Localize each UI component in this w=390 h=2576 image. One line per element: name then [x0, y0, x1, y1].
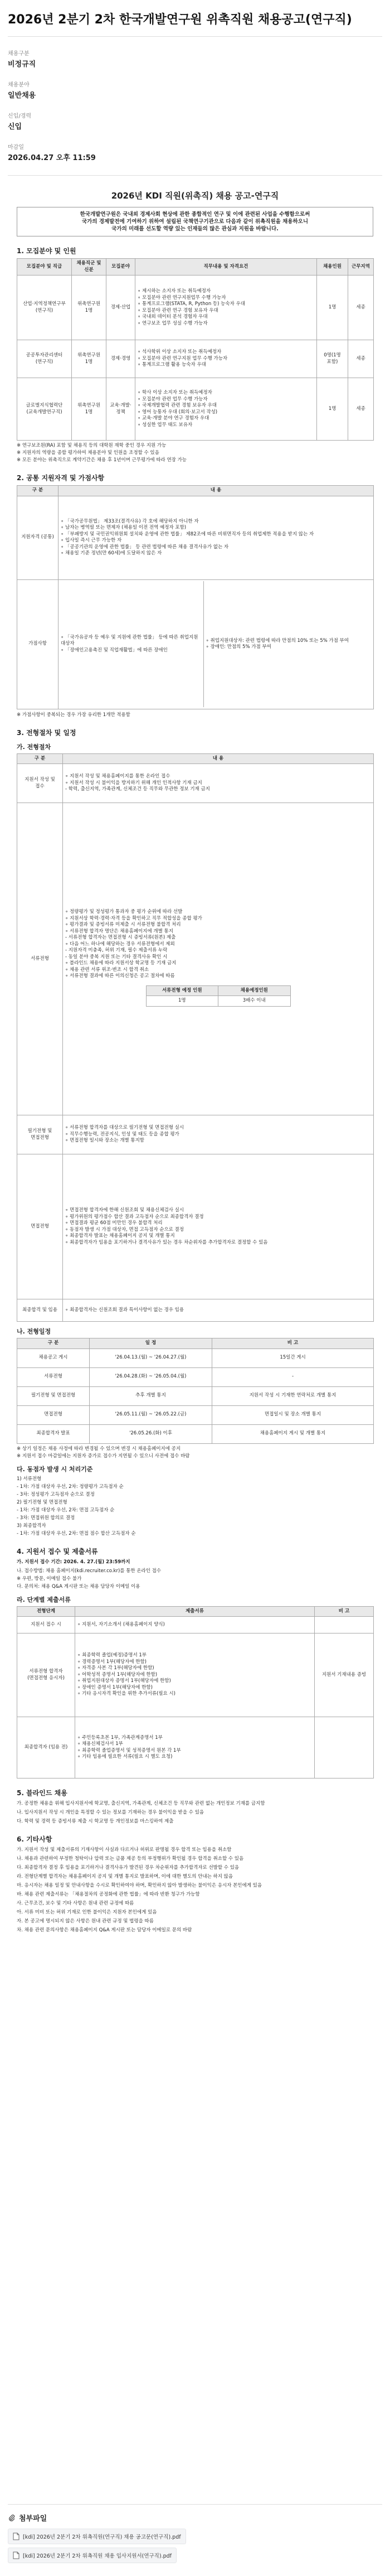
inner-table	[146, 985, 291, 1007]
file-icon	[13, 2532, 20, 2540]
info-line: 다. 문의처: 채용 Q&A 게시판 또는 채용 담당자 이메일 이용	[17, 1583, 140, 1589]
section-heading-3: 3. 전형절차 및 일정	[17, 728, 76, 737]
table-row	[146, 985, 290, 996]
meta-item	[8, 113, 382, 132]
divider	[8, 175, 382, 176]
table-row	[17, 340, 374, 378]
cell-field: 산업·지역정책연구부 (연구직)	[17, 276, 72, 340]
stage-label: 서류전형 합격자 (면접전형 응시자)	[17, 1633, 75, 1717]
row-label: 서류전형	[17, 803, 63, 1115]
section-heading-1: 1. 모집분야 및 인원	[17, 247, 76, 255]
info-line: ※ 우편, 방문, 이메일 접수 불가	[17, 1575, 82, 1582]
section-heading-5: 5. 블라인드 채용	[17, 1789, 67, 1797]
notice-content	[0, 175, 390, 1934]
cell-region: 세종	[348, 276, 374, 340]
cell-field: 공공투자관리센터 (연구직)	[17, 340, 72, 378]
intro-line: 국가의 미래를 선도할 역량 있는 인재들의 많은 관심과 지원을 바랍니다.	[111, 226, 279, 232]
column-header: 근무지역	[348, 259, 374, 276]
divider	[8, 2504, 382, 2505]
procedure-line: ∘ 채용 관련 서류 위조·변조 시 합격 취소	[65, 966, 149, 973]
column-header: 구 분	[17, 1338, 90, 1349]
column-header: 채용직군 및 신분	[72, 259, 106, 276]
column-header: 서류전형 예정 인원	[146, 985, 218, 996]
schedule-table	[17, 1338, 374, 1444]
procedure-line: ∘ 지원서 작성 및 채용홈페이지를 통한 온라인 접수	[65, 774, 170, 780]
application-period: 가. 지원서 접수 기간: 2026. 4. 27.(월) 23:59까지	[17, 1559, 130, 1565]
other-item: 나. 채용과 관련하여 부정한 청탁이나 압력 또는 금품 제공 등의 부정행위가 확인될 경우 합격을 취소할 수 있음	[17, 1856, 244, 1862]
procedure-line: ∘ 최종합격자는 신원조회 결과 특이사항이 없는 경우 임용	[65, 1307, 184, 1313]
table-row	[17, 1349, 374, 1367]
table-row	[17, 1405, 374, 1424]
document-line: ∘ 자격증 사본 각 1부(해당자에 한함)	[77, 1665, 154, 1671]
cell-duty	[135, 378, 317, 441]
documents-table	[17, 1606, 374, 1779]
table-row	[17, 1299, 374, 1322]
table-row	[17, 276, 374, 340]
procedure-line: ∘ 면접전형 합격자에 한해 신원조회 및 채용신체검사 실시	[65, 1207, 184, 1213]
meta-label: 채용분야	[8, 82, 30, 88]
table-cell: '26.05.11.(월) ~ '26.05.22.(금)	[90, 1405, 212, 1424]
tie-rules	[17, 1476, 373, 1537]
document-line: ∘ 기타 임용에 필요한 서류(필요 시 별도 요청)	[77, 1754, 173, 1760]
info-line: 나. 접수방법: 채용 홈페이지(kdi.recruiter.co.kr)를 통한 온라인 접수	[17, 1568, 162, 1574]
procedure-line: ∘ 최종합격자 발표는 채용홈페이지 공지 및 개별 통지	[65, 1233, 175, 1239]
procedure-line: ∘ 지원서 작성 시 불이익을 방지하기 위해 개인 인적사항 기재 금지	[65, 780, 202, 786]
column-header: 전형단계	[17, 1606, 75, 1617]
rule-line: 2) 필기전형 및 면접전형	[17, 1499, 67, 1505]
column-header: 직무내용 및 자격요건	[135, 259, 317, 276]
duty-line: ∘ 통계프로그램 활용 능숙자 우대	[138, 362, 206, 368]
blind-item: 다. 학력 및 경력 등 증빙서류 제출 시 학교명 등 개인정보를 마스킹하여 제출	[17, 1819, 174, 1824]
document-line: ∘ 경력증명서 1부(해당자에 한함)	[77, 1659, 147, 1665]
intro-line: 한국개발연구원은 국내외 경제사회 현상에 관한 종합적인 연구 및 이에 관련된 사업을 수행함으로써	[80, 211, 310, 218]
qualification-line: ∘ 「공공기관의 운영에 관한 법률」 등 관련 법령에 따른 채용 결격사유가 없는 자	[61, 544, 229, 550]
rule-line: - 1차: 가점 대상자 우선, 2차: 면접 점수 합산 고득점자 순	[17, 1530, 136, 1536]
document-line: ∘ 취업지원대상자 증명서 1부(해당자에 한함)	[77, 1678, 171, 1684]
row-label: 가점사항	[17, 579, 58, 709]
other-item: 마. 응시자는 채용 일정 및 안내사항을 수시로 확인하여야 하며, 확인하지 않아 발생하는 불이익은 응시자 본인에게 있음	[17, 1883, 262, 1888]
other-item: 자. 본 공고에 명시되지 않은 사항은 원내 관련 규정 및 법령을 따름	[17, 1918, 154, 1924]
column-header: 내 용	[58, 486, 374, 496]
meta-item	[8, 50, 382, 70]
document-line: ∘ 주민등록초본 1부, 가족관계증명서 1부	[77, 1734, 163, 1741]
blind-hiring-list	[17, 1800, 373, 1825]
rule-line: - 1차: 가점 대상자 우선, 2차: 면접 고득점자 순	[17, 1507, 115, 1513]
cell-count: 0명(1명 포함)	[317, 340, 348, 378]
subsection-heading: 나. 전형일정	[17, 1328, 51, 1335]
bonus-list	[58, 581, 203, 707]
table-cell: 추후 개별 통지	[90, 1386, 212, 1405]
rule-line: 1) 서류전형	[17, 1476, 42, 1482]
intro-line: 국가의 경제발전에 기여하기 위하여 설립된 국책연구기관으로 다음과 같이 위촉직원을 채용하오니	[81, 219, 309, 225]
qualification-line: ∘ 「부패방지 및 국민권익위원회 설치와 운영에 관한 법률」 제82조에 따른 비위면직자 등의 취업제한 적용을 받지 않는 자	[61, 531, 314, 537]
other-notes-list	[17, 1847, 373, 1934]
documents-cell	[75, 1633, 315, 1717]
recruitment-notes	[17, 442, 373, 463]
other-item: 라. 전형단계별 합격자는 채용홈페이지 공지 및 개별 통지로 발표하며, 이에 대한 별도의 안내는 하지 않음	[17, 1874, 233, 1879]
meta-value: 신입	[8, 123, 22, 131]
cell-region: 세종	[348, 378, 374, 441]
procedure-line: ∘ 직무수행능력, 전공지식, 인성 및 태도 등을 종합 평가	[65, 1131, 179, 1137]
attachment-name: [kdi] 2026년 2분기 2차 위촉직원 채용 입사지원서(연구직).pdf	[23, 2553, 172, 2559]
cell-duty	[135, 276, 317, 340]
job-meta	[0, 37, 390, 163]
duty-line: ∘ 국제개발협력 관련 경험 보유자 우대	[138, 403, 217, 408]
duty-line: ∘ 모집분야 관련 연구지원업무 수행 가능자	[138, 294, 226, 301]
table-row	[17, 803, 374, 1115]
table-cell: 필기전형 및 면접전형	[17, 1386, 90, 1405]
stage-label: 지원서 접수 시	[17, 1617, 75, 1633]
procedure-line: - 서류전형 합격자는 면접전형 시 증빙서류(원본) 제출	[65, 935, 176, 941]
other-item: 사. 근무조건, 보수 및 기타 사항은 원내 관련 규정에 따름	[17, 1901, 134, 1906]
attachment-name: [kdi] 2026년 2분기 2차 위촉직원(연구직) 채용 공고문(연구직).pdf	[23, 2534, 181, 2540]
stage-label: 최종합격자 (임용 전)	[17, 1717, 75, 1778]
row-label: 지원서 작성 및 접수	[17, 764, 63, 803]
table-cell: 지원서 작성 시 기재한 연락처로 개별 통지	[212, 1386, 374, 1405]
subsection-heading: 가. 전형절차	[17, 743, 51, 751]
qualification-line: ∘ 입사일 즉시 근무 가능한 자	[61, 538, 122, 543]
row-label: 면접전형	[17, 1154, 63, 1299]
bonus-line: ∘ 「국가유공자 등 예우 및 지원에 관한 법률」 등에 따른 취업지원 대상자	[61, 634, 198, 647]
procedure-line: ∘ 면접전형 일시와 장소는 개별 통지함	[65, 1138, 144, 1144]
procedure-line: ∘ 서류전형 결과에 따른 이의신청은 공고 절차에 따름	[65, 973, 175, 979]
meta-label: 신입/경력	[8, 113, 32, 119]
bonus-note: ※ 가점사항이 중복되는 경우 가장 유리한 1개만 적용함	[17, 712, 130, 718]
duty-line: ∘ 교육·개발 분야 연구 경험자 우대	[138, 415, 209, 421]
table-row	[17, 1617, 374, 1633]
rule-line: - 3차: 면접위원 합의로 결정	[17, 1515, 75, 1521]
document-line: ∘ 지원서, 자기소개서 (채용홈페이지 양식)	[77, 1621, 165, 1627]
note: ※ 상기 일정은 채용 사정에 따라 변경될 수 있으며 변경 시 채용홈페이지에 공지	[17, 1446, 181, 1452]
procedure-line: ∘ 정량평가 및 정성평가 통과자 중 평가 순위에 따라 선발	[65, 909, 183, 915]
cell-area: 교육·개발·정책	[106, 378, 135, 441]
duty-line: ∘ 연구보조 업무 성실 수행 가능자	[138, 320, 208, 326]
paperclip-icon	[8, 2514, 16, 2522]
table-row	[17, 378, 374, 441]
procedure-detail	[63, 1115, 374, 1154]
note: ※ 모든 분야는 위촉직으로 계약기간은 채용 후 1년이며 근무평가에 따라 연장 가능	[17, 457, 187, 463]
table-cell: 15일간 게시	[212, 1349, 374, 1367]
qualification-line: ∘ 「국가공무원법」 제33조(결격사유) 각 호에 해당하지 아니한 자	[61, 518, 199, 524]
procedure-detail	[63, 1154, 374, 1299]
schedule-notes	[17, 1446, 373, 1459]
section-heading-2: 2. 공통 지원자격 및 가점사항	[17, 474, 105, 482]
bonus-detail	[203, 581, 373, 707]
meta-label: 채용구분	[8, 51, 30, 57]
subsection-heading: 라. 단계별 제출서류	[17, 1596, 71, 1603]
duty-line: ∘ 석사학위 이상 소지자 또는 취득예정자	[138, 349, 222, 355]
recruitment-table	[17, 258, 374, 441]
cell-area: 경제·경영	[106, 340, 135, 378]
table-cell: '26.04.28.(화) ~ '26.05.04.(월)	[90, 1367, 212, 1386]
bonus-line: ∘ 「장애인고용촉진 및 직업재활법」에 따른 장애인	[61, 647, 168, 653]
procedure-line: ∘ 평가결과 및 증빙서류 미제출 시 서류전형 불합격 처리	[65, 922, 181, 928]
bonus-inner	[58, 581, 373, 707]
cell-area: 경제·산업	[106, 276, 135, 340]
procedure-detail	[63, 803, 374, 1115]
application-info	[17, 1568, 373, 1590]
procedure-line: ∘ 동점자 발생 시 가점 대상자, 면접 고득점자 순으로 결정	[65, 1226, 184, 1233]
procedure-line: ∘ 블라인드 채용에 따라 지원서상 학교명 등 기재 금지	[65, 960, 177, 966]
cell-count: 1명	[317, 276, 348, 340]
document-line: ∘ 장애인 증명서 1부(해당자에 한함)	[77, 1684, 153, 1690]
rule-line: - 1차: 가점 대상자 우선, 2차: 정량평가 고득점자 순	[17, 1483, 124, 1490]
procedure-line: ∘ 평가위원의 평가점수 합산 결과 고득점자 순으로 최종합격자 결정	[65, 1214, 204, 1220]
column-header: 구 분	[17, 753, 63, 764]
rule-line: 3) 최종합격자	[17, 1523, 46, 1529]
documents-cell	[75, 1617, 315, 1633]
table-cell: 최종합격자 발표	[17, 1424, 90, 1443]
other-item: 아. 서류 미비 또는 허위 기재로 인한 불이익은 지원자 본인에게 있음	[17, 1910, 157, 1915]
notice-title: 2026년 KDI 직원(위촉직) 채용 공고-연구직	[111, 191, 279, 201]
blind-item: 나. 입사지원서 작성 시 개인을 특정할 수 있는 정보를 기재하는 경우 불이익을 받을 수 있음	[17, 1810, 204, 1815]
table-row	[17, 1154, 374, 1299]
duty-line: ∘ 모집분야 관련 업무 수행 가능자	[138, 396, 208, 402]
cell-field: 글로벌지식협력단 (교육개발연구직)	[17, 378, 72, 441]
row-label: 필기전형 및 면접전형	[17, 1115, 63, 1154]
table-row	[17, 1424, 374, 1443]
qualification-line: ∘ 남자는 병역필 또는 면제자 (채용일 이전 전역 예정자 포함)	[61, 525, 187, 530]
blind-item: 가. 공정한 채용을 위해 입사지원서에 학교명, 출신지역, 가족관계, 신체조건 등 직무와 관련 없는 개인정보 기재를 금지함	[17, 1801, 265, 1806]
procedure-detail	[63, 1299, 374, 1322]
table-row	[17, 764, 374, 803]
table-row	[17, 1115, 374, 1154]
section-heading-6: 6. 기타사항	[17, 1835, 52, 1843]
duty-line: ∘ 국내외 데이터 분석 경험자 우대	[138, 314, 208, 320]
table-cell: 서류전형	[17, 1367, 90, 1386]
column-header: 채용인원	[317, 259, 348, 276]
cell-type: 위촉연구원 1명	[72, 340, 106, 378]
duty-line: ∘ 학사 이상 소지자 또는 취득예정자	[138, 390, 212, 395]
other-item: 차. 채용 관련 문의사항은 채용홈페이지 Q&A 게시판 또는 담당자 이메일로 문의 바람	[17, 1927, 192, 1933]
document-line: ∘ 어학성적 증명서 1부(해당자에 한함)	[77, 1671, 158, 1678]
column-header: 비 고	[315, 1606, 374, 1617]
header	[0, 0, 390, 37]
procedure-line: - 학력, 출신지역, 가족관계, 신체조건 등 직무와 무관한 정보 기재 금지	[65, 786, 210, 792]
table-cell: -	[212, 1367, 374, 1386]
table-row	[146, 996, 290, 1007]
column-header: 채용예정인원	[218, 985, 291, 996]
meta-value: 2026.04.27 오후 11:59	[8, 154, 96, 162]
procedure-line: ∘ 지원서상 학력·경력·자격 등을 확인하고 직무 적합성을 종합 평가	[65, 915, 202, 921]
remark	[315, 1617, 374, 1633]
procedure-line: ∘ 서류전형 합격자를 대상으로 필기전형 및 면접전형 실시	[65, 1125, 184, 1131]
remark	[315, 1717, 374, 1778]
attachments-heading	[8, 2507, 382, 2529]
procedure-detail	[63, 764, 374, 803]
column-header: 비 고	[212, 1338, 374, 1349]
table-cell: '26.04.13.(월) ~ '26.04.27.(월)	[90, 1349, 212, 1367]
row-label: 최종합격 및 임용	[17, 1299, 63, 1322]
column-header: 일 정	[90, 1338, 212, 1349]
column-header: 모집분야	[106, 259, 135, 276]
column-header: 모집분야 및 직급	[17, 259, 72, 276]
table-row	[17, 1717, 374, 1778]
page-title: 2026년 2분기 2차 한국개발연구원 위촉직원 채용공고(연구직)	[8, 13, 352, 27]
table-cell: 1명	[146, 996, 218, 1007]
note: ※ 지원자의 역량을 종합 평가하여 채용분야 및 인원을 조정할 수 있음	[17, 450, 159, 456]
meta-item	[8, 144, 382, 163]
file-icon	[13, 2551, 20, 2559]
meta-item	[8, 81, 382, 101]
table-cell: '26.05.26.(화) 이후	[90, 1424, 212, 1443]
duty-line: ∘ 모집분야 관련 연구 경험 보유자 우대	[138, 307, 218, 313]
rule-line: - 3차: 정성평가 고득점자 순으로 결정	[17, 1491, 95, 1497]
table-row	[17, 1386, 374, 1405]
table-row	[17, 1367, 374, 1386]
qualification-list	[58, 496, 374, 579]
document-line: ∘ 최종학력 졸업증명서 및 성적증명서 원본 각 1부	[77, 1747, 181, 1753]
duty-line: ∘ 영어 능통자 우대 (회의·보고서 작성)	[138, 409, 218, 415]
column-header: 내 용	[63, 753, 374, 764]
other-item: 바. 채용 관련 제출서류는 「채용절차의 공정화에 관한 법률」에 따라 반환 청구가 가능함	[17, 1892, 200, 1897]
table-cell: 면접일시 및 장소 개별 통지	[212, 1405, 374, 1424]
procedure-line: - 지원자격 미충족, 허위 기재, 필수 제출서류 누락	[65, 948, 168, 954]
meta-label: 마감일	[8, 144, 24, 151]
attachments-label: 첨부파일	[19, 2515, 47, 2523]
cell-count: 1명	[317, 378, 348, 441]
note: ※ 연구보조원(RA) 포함 및 채용직 등의 대학원 재학 중인 경우 지원 가능	[17, 443, 167, 448]
documents-cell	[75, 1717, 315, 1778]
procedure-line: ∘ 서류전형 합격자 명단은 채용홈페이지에 개별 통지	[65, 928, 173, 934]
procedure-line: ∘ 면접결과 평균 60점 미만인 경우 불합격 처리	[65, 1220, 163, 1226]
duty-line: ∘ 모집분야 관련 연구지원 업무 수행 가능자	[138, 355, 228, 361]
cell-region: 세종	[348, 340, 374, 378]
row-label: 지원자격 (공통)	[17, 496, 58, 579]
section-heading-4: 4. 지원서 접수 및 제출서류	[17, 1547, 98, 1555]
document-line: ∘ 채용신체검사서 1부	[77, 1741, 123, 1747]
duty-line: ∘ 성실한 업무 태도 보유자	[138, 422, 193, 428]
procedure-line: ∘ 최종합격자가 임용을 포기하거나 결격사유가 있는 경우 차순위자를 추가합격자로 결정할 수 있음	[65, 1239, 268, 1245]
qualification-line: ∘ 채용일 기준 정년(만 60세)에 도달하지 않은 자	[61, 550, 162, 556]
attachment-list	[8, 2529, 382, 2563]
table-row	[17, 1633, 374, 1717]
subsection-heading: 다. 동점자 발생 시 처리기준	[17, 1465, 93, 1473]
table-cell: 면접전형	[17, 1405, 90, 1424]
bonus-detail-line: ∘ 장애인: 만점의 5% 가점 부여	[206, 644, 271, 650]
table-cell: 채용공고 게시	[17, 1349, 90, 1367]
table-cell: 채용홈페이지 게시 및 개별 통지	[212, 1424, 374, 1443]
other-item: 가. 지원서 작성 및 제출서류의 기재사항이 사실과 다르거나 허위로 판명될 경우 합격 또는 임용을 취소함	[17, 1847, 232, 1853]
bonus-cell	[58, 579, 374, 709]
cell-duty	[135, 340, 317, 378]
duty-line: ∘ 제시하는 소지자 또는 취득예정자	[138, 288, 211, 294]
duty-line: ∘ 통계프로그램(STATA, R, Python 등) 능숙자 우대	[138, 301, 245, 307]
meta-value: 비정규직	[8, 60, 36, 69]
column-header: 구 분	[17, 486, 58, 496]
procedure-line: - 동일 분야 중복 지원 또는 기타 결격사유 확인 시	[65, 954, 168, 960]
remark: 지원서 기재내용 증빙	[315, 1633, 374, 1717]
bonus-detail-line: ∘ 취업지원대상자: 관련 법령에 따라 만점의 10% 또는 5% 가점 부여	[206, 637, 349, 644]
qualification-table	[17, 485, 374, 709]
attachment-link[interactable]	[8, 2529, 186, 2544]
procedure-line: ∘ 다음 어느 하나에 해당하는 경우 서류전형에서 제외	[65, 941, 175, 947]
attachments	[8, 2504, 382, 2567]
other-item: 다. 최종합격자 결정 후 임용을 포기하거나 결격사유가 발견된 경우 차순위자를 추가합격자로 선발할 수 있음	[17, 1865, 240, 1871]
meta-value: 일반채용	[8, 91, 36, 100]
table-cell: 3배수 이내	[218, 996, 291, 1007]
cell-type: 위촉연구원 1명	[72, 378, 106, 441]
column-header: 제출서류	[75, 1606, 315, 1617]
cell-type: 위촉연구원 1명	[72, 276, 106, 340]
notice-intro-box	[17, 207, 373, 236]
document-line: ∘ 최종학력 졸업(예정)증명서 1부	[77, 1652, 147, 1659]
attachment-link[interactable]	[8, 2548, 177, 2563]
note: ※ 지원서 접수 마감일에는 지원자 증가로 접수가 지연될 수 있으니 사전에 접수 바람	[17, 1453, 190, 1459]
document-line: ∘ 기타 응시자격 확인을 위한 추가서류(필요 시)	[77, 1691, 176, 1697]
procedure-table	[17, 753, 374, 1322]
